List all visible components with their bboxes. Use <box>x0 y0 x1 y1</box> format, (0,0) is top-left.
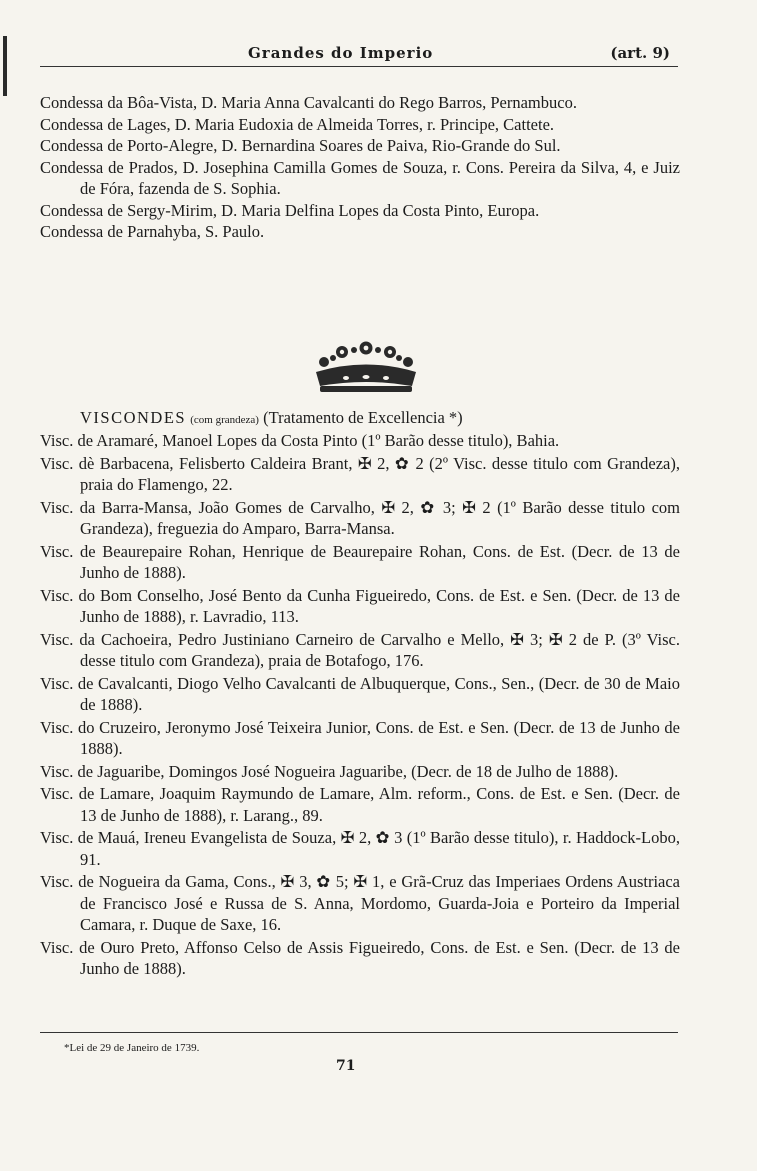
viscondes-heading <box>80 408 463 428</box>
list-item: Condessa de Lages, D. Maria Eudoxia de Almeida Torres, r. Principe, Cattete. <box>40 114 555 134</box>
section-subtitle: (com grandeza) <box>190 414 259 426</box>
list-item: Visc. do Bom Conselho, José Bento da Cunha Figueiredo, Cons. de Est. e Sen. (Decr. de 13 de Junho de 1888), r. Lavradio, 113. <box>40 585 680 626</box>
list-item: Condessa de Porto-Alegre, D. Bernardina Soares de Paiva, Rio-Grande do Sul. <box>40 136 561 155</box>
list-item: Condessa de Prados, D. Josephina Camilla Gomes de Souza, r. Cons. Pereira da Silva, 4, e Juiz de Fóra, fazenda de S. Sophia. <box>40 157 680 198</box>
list-item: Visc. de Lamare, Joaquim Raymundo de Lamare, Alm. reform., Cons. de Est. e Sen. (Decr. de 13 de Junho de 1888), r. Larang., 89. <box>40 784 680 825</box>
condessas-list <box>40 92 680 243</box>
list-item: Visc. de Jaguaribe, Domingos José Nogueira Jaguaribe, (Decr. de 18 de Julho de 1888). <box>40 761 619 781</box>
list-item: Visc. de Ouro Preto, Affonso Celso de Assis Figueiredo, Cons. de Est. e Sen. (Decr. de 13 de Junho de 1888). <box>40 937 680 978</box>
list-item: Condessa da Bôa-Vista, D. Maria Anna Cavalcanti do Rego Barros, Pernambuco. <box>40 93 577 112</box>
header-rule <box>40 66 678 67</box>
viscondes-list <box>40 430 680 981</box>
list-item: Visc. de Mauá, Ireneu Evangelista de Souza, ✠ 2, ✿ 3 (1º Barão desse titulo), r. Haddock-Lobo, 91. <box>40 828 680 869</box>
list-item: Visc. do Cruzeiro, Jeronymo José Teixeira Junior, Cons. de Est. e Sen. (Decr. de 13 de Junho de 1888). <box>40 717 680 758</box>
list-item: Visc. dè Barbacena, Felisberto Caldeira Brant, ✠ 2, ✿ 2 (2º Visc. desse titulo com Grandeza), praia do Flamengo, 22. <box>40 453 680 494</box>
list-item: Visc. de Cavalcanti, Diogo Velho Cavalcanti de Albuquerque, Cons., Sen., (Decr. de 30 de Maio de 1888). <box>40 673 680 714</box>
margin-mark <box>3 36 7 96</box>
viscount-coronet-icon <box>296 322 436 402</box>
list-item: Visc. de Aramaré, Manoel Lopes da Costa Pinto (1º Barão desse titulo), Bahia. <box>40 431 560 450</box>
list-item: Visc. da Cachoeira, Pedro Justiniano Carneiro de Carvalho e Mello, ✠ 3; ✠ 2 de P. (3º Visc. desse titulo com Grandeza), praia de Botafogo, 176. <box>40 629 680 670</box>
list-item: Visc. da Barra-Mansa, João Gomes de Carvalho, ✠ 2, ✿ 3; ✠ 2 (1º Barão desse titulo com Grandeza), freguezia do Amparo, Barra-Mansa. <box>40 497 680 538</box>
list-item: Condessa de Sergy-Mirim, D. Maria Delfina Lopes da Costa Pinto, Europa. <box>40 200 540 220</box>
page-header <box>40 40 680 66</box>
page-number: 71 <box>336 1058 356 1074</box>
section-title: VISCONDES <box>80 408 187 427</box>
section-note: (Tratamento de Excellencia *) <box>263 408 463 427</box>
list-item: Visc. de Nogueira da Gama, Cons., ✠ 3, ✿ 5; ✠ 1, e Grã-Cruz das Imperiaes Ordens Austriaca de Francisco José e Russa de S. Anna, Mordomo, Guarda-Joia e Porteiro da Imperial Camara, r. Duque de Saxe, 16. <box>40 872 680 934</box>
footer-rule <box>40 1032 678 1033</box>
list-item: Visc. de Beaurepaire Rohan, Henrique de Beaurepaire Rohan, Cons. de Est. (Decr. de 13 de Junho de 1888). <box>40 541 680 582</box>
footnote: *Lei de 29 de Janeiro de 1739. <box>64 1042 200 1054</box>
running-title: Grandes do Imperio <box>248 44 434 62</box>
list-item: Condessa de Parnahyba, S. Paulo. <box>40 222 265 241</box>
article-number: (art. 9) <box>610 44 670 62</box>
